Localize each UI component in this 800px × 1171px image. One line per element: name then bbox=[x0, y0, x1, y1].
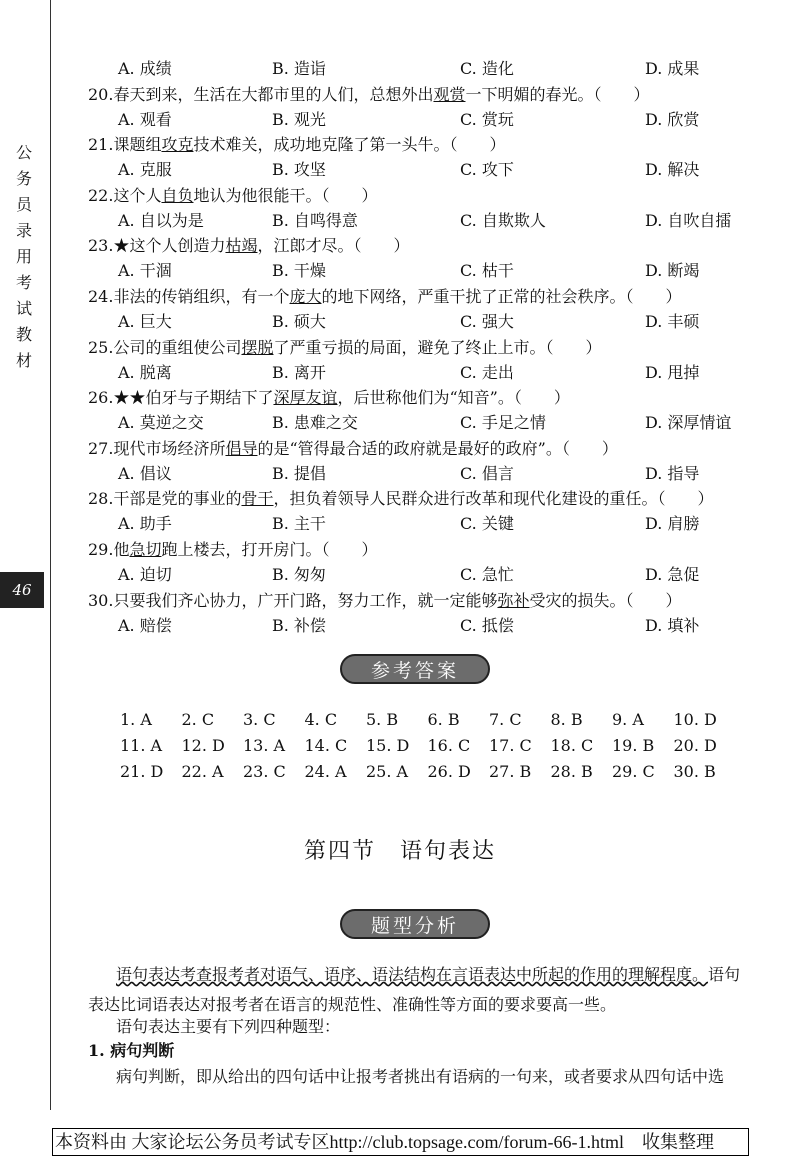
question-stem bbox=[88, 82, 650, 105]
answer-key-item: 26. D bbox=[427, 762, 471, 781]
answer-option: C. 强大 bbox=[460, 312, 514, 331]
question-number: 30. bbox=[88, 590, 114, 610]
stem-text: 公司的重组使公司 bbox=[113, 337, 242, 357]
answer-key-item: 29. C bbox=[612, 762, 655, 781]
question-stem bbox=[88, 233, 410, 256]
answer-option: C. 急忙 bbox=[460, 565, 514, 584]
answer-key-item: 27. B bbox=[489, 762, 532, 781]
answer-option: B. 自鸣得意 bbox=[272, 210, 358, 230]
target-word: 自负 bbox=[161, 185, 194, 205]
stem-text: 他 bbox=[113, 540, 130, 559]
answer-key-item: 22. A bbox=[181, 762, 224, 781]
answer-option: A. 脱离 bbox=[118, 362, 172, 382]
stem-text: 只要我们齐心协力，广开门路，努力工作，就一定能够 bbox=[113, 590, 498, 610]
answer-option: A. 倡议 bbox=[118, 463, 172, 483]
answer-option: A. 巨大 bbox=[118, 312, 172, 331]
question-number: 25. bbox=[88, 337, 114, 357]
target-word: 急切 bbox=[129, 540, 162, 559]
target-word: 深厚友谊 bbox=[273, 388, 338, 408]
question-stem bbox=[88, 335, 602, 358]
page-number-tab: 46 bbox=[0, 572, 44, 608]
answer-key-item: 24. A bbox=[304, 762, 347, 781]
question-number: 26. bbox=[88, 388, 114, 408]
answer-key-item: 13. A bbox=[243, 736, 286, 755]
answer-option: B. 攻坚 bbox=[272, 160, 326, 180]
target-word: 庞大 bbox=[289, 287, 322, 306]
key-sentence: 语句表达考查报考者对语气、语序、语法结构在言语表达中所起的作用的理解程度。 bbox=[116, 965, 709, 984]
answer-key-item: 18. C bbox=[550, 736, 594, 755]
answer-option: C. 关键 bbox=[460, 514, 514, 534]
stem-text: 受灾的损失。（ ） bbox=[529, 590, 682, 610]
answer-option: D. 解决 bbox=[645, 160, 700, 180]
answer-key-item: 1. A bbox=[120, 710, 152, 729]
target-word: 弥补 bbox=[497, 590, 530, 610]
stem-text: 这个人 bbox=[113, 185, 162, 205]
answer-key-item: 5. B bbox=[366, 710, 399, 729]
answer-option: C. 手足之情 bbox=[460, 413, 546, 433]
answer-key-item: 2. C bbox=[181, 710, 215, 729]
answer-option: B. 补偿 bbox=[272, 615, 326, 635]
question-number: 27. bbox=[88, 438, 114, 458]
answer-key-item: 10. D bbox=[673, 710, 717, 729]
answer-option: D. 成果 bbox=[645, 59, 700, 78]
answer-option: B. 离开 bbox=[272, 362, 326, 382]
answer-option: D. 欣赏 bbox=[645, 109, 700, 129]
answer-option: B. 匆匆 bbox=[272, 565, 326, 584]
analysis-paragraph-1: 语句表达考查报考者对语气、语序、语法结构在言语表达中所起的作用的理解程度。语句表达比词语表达对报考者在语言的规范性、准确性等方面的要求要高一些。 bbox=[88, 965, 741, 1014]
answer-key-item: 11. A bbox=[120, 736, 163, 755]
answer-key-item: 28. B bbox=[550, 762, 593, 781]
answer-option: C. 倡言 bbox=[460, 463, 514, 483]
answer-key-item: 3. C bbox=[243, 710, 276, 729]
question-stem bbox=[88, 132, 506, 155]
stem-text: 跑上楼去，打开房门。（ ） bbox=[161, 540, 378, 559]
answer-option: A. 赔偿 bbox=[118, 615, 172, 635]
target-word: 枯竭 bbox=[225, 236, 258, 256]
answer-option: A. 助手 bbox=[118, 514, 172, 534]
answer-option: C. 抵偿 bbox=[460, 615, 514, 635]
answer-key-item: 30. B bbox=[673, 762, 716, 781]
answer-option: B. 硕大 bbox=[272, 312, 326, 331]
question-type-heading: 1. 病句判断 bbox=[88, 1041, 175, 1060]
question-stem bbox=[88, 486, 714, 509]
stem-text: 干部是党的事业的 bbox=[113, 489, 242, 509]
answer-option: D. 肩膀 bbox=[645, 514, 700, 534]
stem-text: ，后世称他们为“知音”。（ ） bbox=[337, 388, 570, 408]
answer-option: B. 提倡 bbox=[272, 463, 326, 483]
answer-option: C. 赏玩 bbox=[460, 109, 514, 129]
analysis-paragraph-2: 语句表达主要有下列四种题型： bbox=[116, 1017, 341, 1036]
answer-option: D. 断竭 bbox=[645, 261, 700, 281]
answer-option: A. 迫切 bbox=[118, 565, 172, 584]
answer-option: D. 指导 bbox=[645, 463, 700, 483]
analysis-banner: 题型分析 bbox=[340, 909, 490, 939]
stem-text: 非法的传销组织，有一个 bbox=[113, 287, 290, 306]
answer-option: D. 急促 bbox=[645, 565, 700, 584]
answer-option: C. 自欺欺人 bbox=[460, 210, 546, 230]
section-title: 第四节 语句表达 bbox=[303, 839, 496, 864]
stem-text: 的地下网络，严重干扰了正常的社会秩序。（ ） bbox=[321, 287, 682, 306]
answer-option: D. 自吹自擂 bbox=[645, 210, 732, 230]
question-number: 24. bbox=[88, 287, 114, 306]
footer-banner: 本资料由 大家论坛公务员考试专区http://club.topsage.com/forum-66-1.html 收集整理 bbox=[52, 1128, 749, 1156]
answer-option: B. 干燥 bbox=[272, 261, 326, 281]
question-number: 20. bbox=[88, 84, 114, 104]
answer-key-item: 21. D bbox=[120, 762, 164, 781]
answer-key-item: 8. B bbox=[550, 710, 583, 729]
target-word: 骨干 bbox=[241, 489, 274, 509]
stem-text: 课题组 bbox=[113, 135, 162, 155]
answer-option: B. 主干 bbox=[272, 514, 326, 534]
stem-text: 的是“管得最合适的政府就是最好的政府”。（ ） bbox=[257, 438, 618, 458]
answer-option: C. 枯干 bbox=[460, 261, 514, 281]
stem-text: 春天到来，生活在大都市里的人们，总想外出 bbox=[113, 84, 434, 104]
answer-key-item: 23. C bbox=[243, 762, 286, 781]
answer-option: C. 造化 bbox=[460, 59, 514, 78]
answer-option: A. 莫逆之交 bbox=[118, 413, 204, 433]
answer-key-item: 4. C bbox=[304, 710, 338, 729]
answer-key-item: 7. C bbox=[489, 710, 522, 729]
answer-key-item: 9. A bbox=[612, 710, 644, 729]
answer-option: A. 克服 bbox=[118, 160, 172, 180]
answer-option: D. 深厚情谊 bbox=[645, 413, 732, 433]
stem-text: 现代市场经济所 bbox=[113, 438, 226, 458]
answer-key-item: 6. B bbox=[427, 710, 460, 729]
stem-text: ，担负着领导人民群众进行改革和现代化建设的重任。（ ） bbox=[273, 489, 714, 509]
stem-text: ★★伯牙与子期结下了 bbox=[113, 388, 274, 408]
answer-option: A. 干涸 bbox=[118, 261, 172, 281]
answer-key-item: 16. C bbox=[427, 736, 471, 755]
question-number: 29. bbox=[88, 540, 114, 559]
answer-option: D. 丰硕 bbox=[645, 312, 700, 331]
target-word: 倡导 bbox=[225, 438, 258, 458]
answer-option: B. 造诣 bbox=[272, 59, 326, 78]
target-word: 观赏 bbox=[433, 84, 466, 104]
answer-key-banner: 参考答案 bbox=[340, 654, 490, 684]
answer-key-item: 25. A bbox=[366, 762, 409, 781]
question-number: 23. bbox=[88, 236, 114, 256]
question-stem bbox=[88, 588, 682, 611]
question-stem bbox=[88, 183, 378, 206]
answer-option: C. 走出 bbox=[460, 362, 514, 382]
answer-option: B. 观光 bbox=[272, 109, 326, 129]
stem-text: 了严重亏损的局面，避免了终止上市。（ ） bbox=[273, 337, 602, 357]
answer-key-item: 14. C bbox=[304, 736, 348, 755]
stem-text: ★这个人创造力 bbox=[113, 236, 226, 256]
stem-text: 地认为他很能干。（ ） bbox=[193, 185, 378, 205]
question-stem bbox=[88, 537, 378, 560]
answer-key-item: 20. D bbox=[673, 736, 717, 755]
answer-option: B. 患难之交 bbox=[272, 413, 358, 433]
book-title-vertical: 公务员录用考试教材 bbox=[15, 143, 32, 370]
stem-text: 技术难关，成功地克隆了第一头牛。（ ） bbox=[193, 135, 506, 155]
stem-text: 一下明媚的春光。（ ） bbox=[465, 84, 650, 104]
answer-key-item: 17. C bbox=[489, 736, 532, 755]
question-number: 21. bbox=[88, 135, 114, 155]
answer-option: A. 自以为是 bbox=[118, 210, 204, 230]
question-stem bbox=[88, 284, 682, 307]
analysis-paragraph-3: 病句判断，即从给出的四句话中让报考者挑出有语病的一句来，或者要求从四句话中选 bbox=[116, 1067, 725, 1086]
answer-option: A. 成绩 bbox=[118, 59, 172, 78]
target-word: 摆脱 bbox=[241, 337, 274, 357]
answer-key-item: 15. D bbox=[366, 736, 410, 755]
answer-key-item: 12. D bbox=[181, 736, 225, 755]
answer-option: D. 甩掉 bbox=[645, 362, 700, 382]
question-number: 22. bbox=[88, 185, 114, 205]
target-word: 攻克 bbox=[161, 135, 194, 155]
answer-option: D. 填补 bbox=[645, 615, 700, 635]
question-stem bbox=[88, 436, 618, 459]
stem-text: ，江郎才尽。（ ） bbox=[257, 236, 410, 256]
question-number: 28. bbox=[88, 489, 114, 509]
answer-option: A. 观看 bbox=[118, 109, 172, 129]
answer-option: C. 攻下 bbox=[460, 160, 514, 180]
answer-key-item: 19. B bbox=[612, 736, 655, 755]
question-stem bbox=[88, 385, 570, 408]
